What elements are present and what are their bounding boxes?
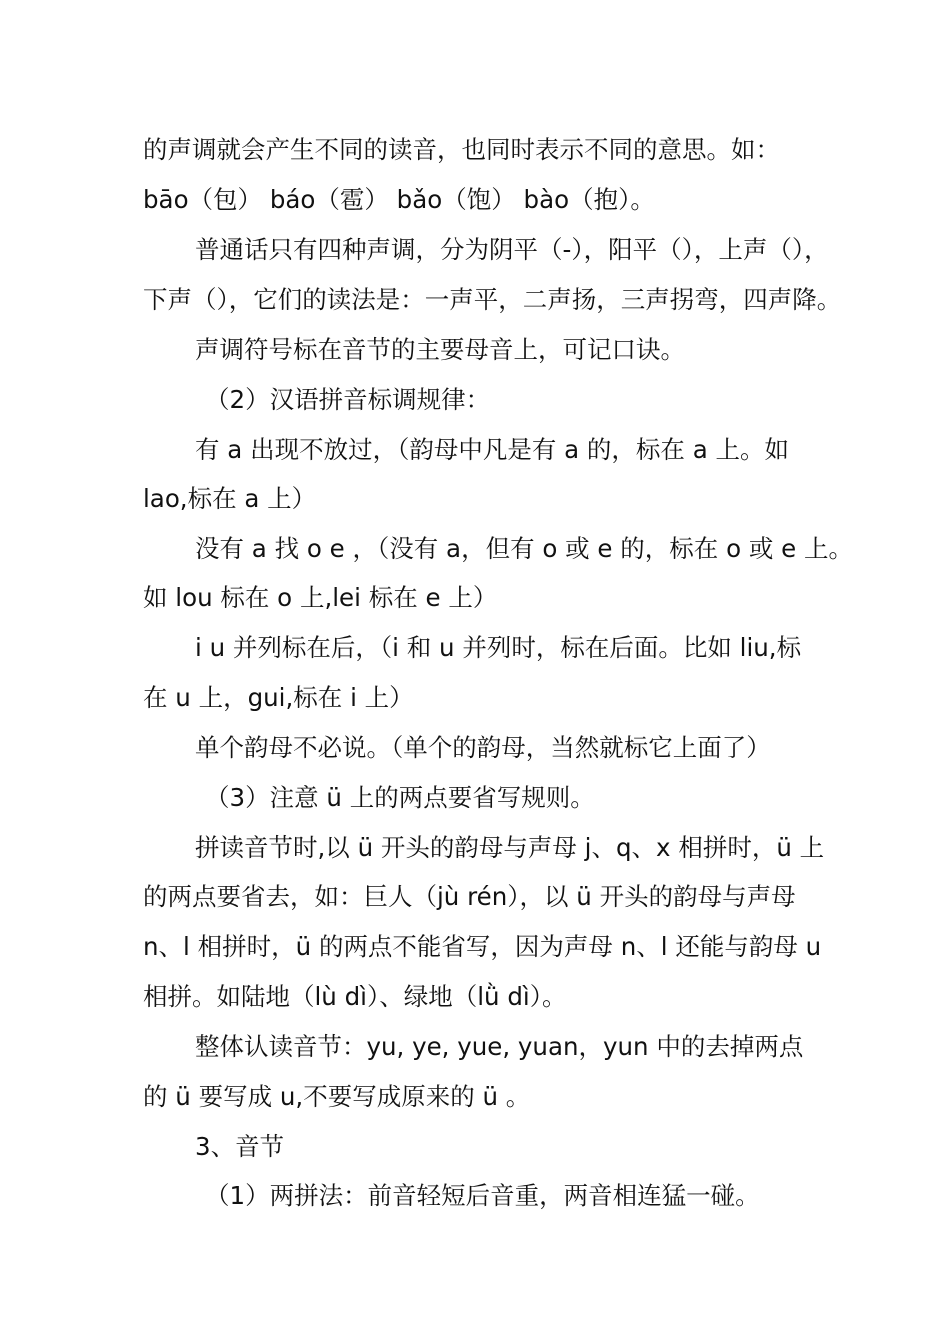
text-line: n、l 相拼时，ü 的两点不能省写，因为声母 n、l 还能与韵母 u <box>143 932 822 961</box>
text-line: 的声调就会产生不同的读音，也同时表示不同的意思。如： <box>143 135 780 164</box>
section-heading: 3、音节 <box>195 1132 285 1161</box>
text-line: 如 lou 标在 o 上,lei 标在 e 上） <box>143 583 498 612</box>
text-line: lao,标在 a 上） <box>143 484 317 513</box>
text-line: 在 u 上，gui,标在 i 上） <box>143 683 414 712</box>
text-line: 整体认读音节：yu, ye, yue, yuan，yun 中的去掉两点 <box>195 1032 804 1061</box>
text-line: 声调符号标在音节的主要母音上，可记口诀。 <box>195 335 685 364</box>
text-line: 有 a 出现不放过，（韵母中凡是有 a 的，标在 a 上。如 <box>195 435 790 464</box>
section-heading: （2）汉语拼音标调规律： <box>205 385 491 414</box>
text-line: i u 并列标在后，（i 和 u 并列时，标在后面。比如 liu,标 <box>195 633 802 662</box>
section-heading: （3）注意 ü 上的两点要省写规则。 <box>205 783 595 812</box>
text-line: 拼读音节时,以 ü 开头的韵母与声母 j、q、x 相拼时，ü 上 <box>195 833 825 862</box>
text-line: 没有 a 找 o e ，（没有 a，但有 o 或 e 的，标在 o 或 e 上。 <box>195 534 853 563</box>
text-line: 相拼。如陆地（lù dì）、绿地（lǜ dì）。 <box>143 982 567 1011</box>
text-line: 单个韵母不必说。（单个的韵母，当然就标它上面了） <box>195 733 771 762</box>
text-line: bāo（包） báo（雹） bǎo（饱） bào（抱）。 <box>143 185 655 214</box>
text-line: 普通话只有四种声调，分为阴平（-），阳平（），上声（）， <box>195 235 829 264</box>
section-heading: （1）两拼法：前音轻短后音重，两音相连猛一碰。 <box>205 1181 760 1210</box>
text-line: 下声（），它们的读法是：一声平，二声扬，三声拐弯，四声降。 <box>143 285 842 314</box>
text-line: 的 ü 要写成 u,不要写成原来的 ü 。 <box>143 1082 531 1111</box>
text-line: 的两点要省去，如：巨人（jù rén），以 ü 开头的韵母与声母 <box>143 882 796 911</box>
